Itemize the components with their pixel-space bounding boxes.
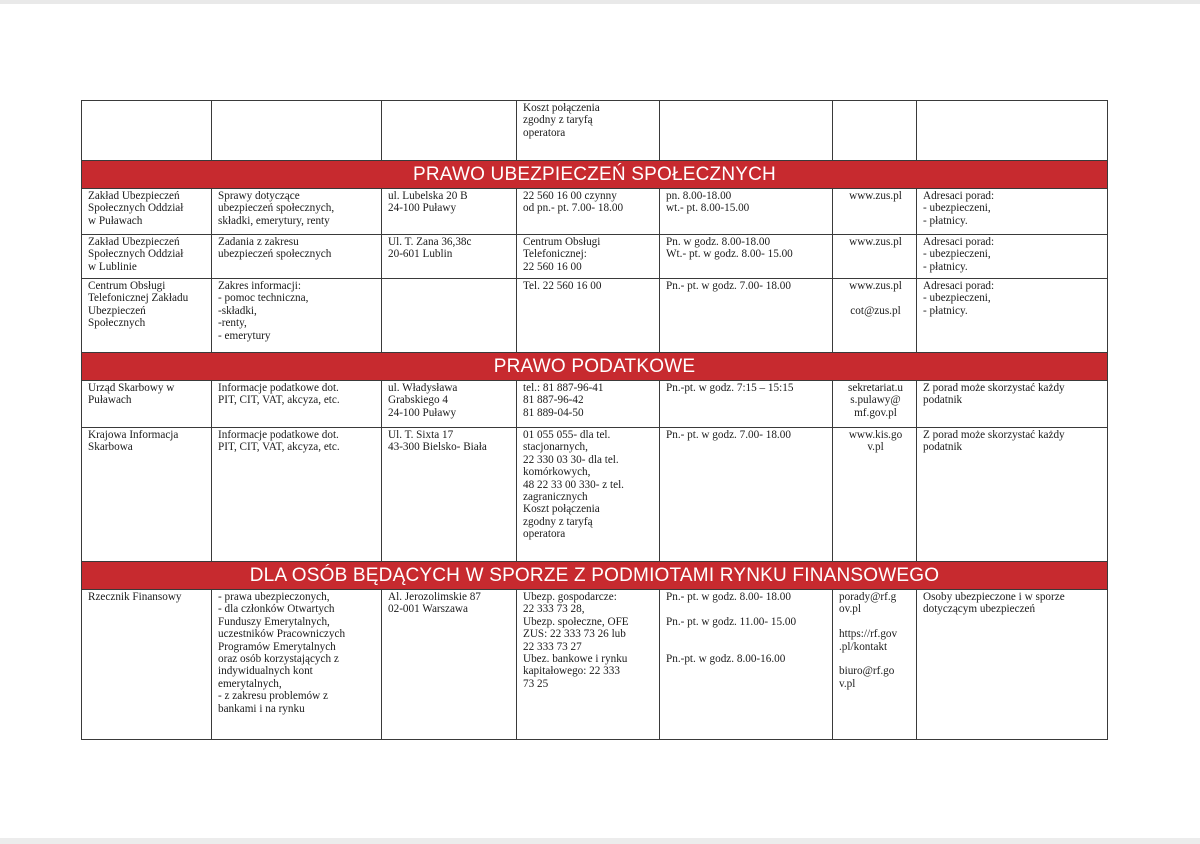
- cell-line: tel.: 81 887-96-41: [523, 382, 604, 394]
- cell-line: 81 889-04-50: [523, 406, 584, 419]
- cell-line: https://rf.gov: [839, 628, 898, 641]
- cell-scope: [212, 235, 382, 279]
- cell-line: Zakład Ubezpieczeń: [88, 236, 180, 248]
- cell-line: kapitałowego: 22 333: [523, 665, 620, 678]
- cell-line: www.zus.pl: [849, 280, 902, 292]
- cell-line: Pn.- pt. w godz. 8.00- 18.00: [666, 591, 791, 603]
- cell-line: www.zus.pl: [849, 190, 902, 202]
- cell-web: [833, 381, 917, 428]
- cell-line: 81 887-96-42: [523, 394, 584, 407]
- cell-line: Skarbowa: [88, 441, 133, 454]
- cell-line: Programów Emerytalnych: [218, 640, 336, 653]
- cell-line: oraz osób korzystających z: [218, 653, 339, 666]
- cell-institution: [82, 279, 212, 353]
- cell-line: Z porad może skorzystać każdy: [923, 429, 1065, 441]
- cell-line: mf.gov.pl: [854, 406, 897, 419]
- cell-line: stacjonarnych,: [523, 441, 588, 454]
- cell-phone: [517, 381, 660, 428]
- cell-recipients: [917, 101, 1108, 161]
- cell-line: Osoby ubezpieczone i w sporze: [923, 591, 1065, 603]
- cell-line: komórkowych,: [523, 466, 591, 479]
- cell-hours: [660, 235, 833, 279]
- cell-line: emerytalnych,: [218, 677, 282, 690]
- cell-line: ul. Władysława: [388, 382, 458, 394]
- cell-line: Ubezp. społeczne, OFE: [523, 615, 629, 628]
- cell-institution: [82, 590, 212, 740]
- cell-line: www.zus.pl: [849, 236, 902, 248]
- cell-line: Ul. T. Zana 36,38c: [388, 236, 472, 248]
- cell-line: - ubezpieczeni,: [923, 248, 991, 261]
- cell-line: [666, 628, 828, 640]
- cell-scope: [212, 381, 382, 428]
- section-title: PRAWO UBEZPIECZEŃ SPOŁECZNYCH: [82, 161, 1108, 189]
- cell-line: uczestników Pracowniczych: [218, 628, 346, 641]
- cell-line: Telefonicznej:: [523, 248, 587, 261]
- cell-line: Funduszy Emerytalnych,: [218, 615, 330, 628]
- cell-institution: [82, 101, 212, 161]
- cell-address: [382, 590, 517, 740]
- cell-line: 48 22 33 00 330- z tel.: [523, 478, 624, 491]
- cell-phone: [517, 428, 660, 562]
- cell-line: Zakres informacji:: [218, 280, 301, 292]
- cell-line: Zadania z zakresu: [218, 236, 299, 248]
- cell-recipients: [917, 590, 1108, 740]
- cell-line: Pn.- pt. w godz. 11.00- 15.00: [666, 615, 797, 628]
- cell-line: [666, 603, 828, 615]
- cell-line: -składki,: [218, 304, 257, 317]
- cell-line: w Lublinie: [88, 260, 137, 273]
- cell-line: - emerytury: [218, 329, 271, 342]
- cell-scope: [212, 101, 382, 161]
- cell-line: Urząd Skarbowy w: [88, 382, 175, 394]
- cell-scope: [212, 279, 382, 353]
- cell-scope: [212, 189, 382, 235]
- cell-hours: [660, 101, 833, 161]
- cell-line: pn. 8.00-18.00: [666, 190, 732, 202]
- cell-address: [382, 279, 517, 353]
- cell-line: - ubezpieczeni,: [923, 202, 991, 215]
- cell-line: ul. Lubelska 20 B: [388, 190, 468, 202]
- cell-address: [382, 381, 517, 428]
- table-row: [82, 235, 1108, 279]
- cell-line: .pl/kontakt: [839, 640, 888, 653]
- cell-line: - ubezpieczeni,: [923, 292, 991, 305]
- section-band: [82, 562, 1108, 590]
- cell-line: Społecznych Oddział: [88, 248, 184, 261]
- cell-line: Puławach: [88, 394, 132, 407]
- cell-phone: [517, 101, 660, 161]
- cell-line: s.pulawy@: [850, 394, 901, 407]
- cell-line: Ul. T. Sixta 17: [388, 429, 454, 441]
- cell-line: www.kis.go: [848, 429, 903, 441]
- table-row: [82, 381, 1108, 428]
- cell-line: Telefonicznej Zakładu: [88, 292, 189, 305]
- cell-line: - dla członków Otwartych: [218, 603, 335, 616]
- cell-line: Z porad może skorzystać każdy: [923, 382, 1065, 394]
- cell-line: od pn.- pt. 7.00- 18.00: [523, 202, 624, 215]
- cell-line: Al. Jerozolimskie 87: [388, 591, 481, 603]
- cell-hours: [660, 279, 833, 353]
- cell-address: [382, 189, 517, 235]
- cell-line: Ubez. bankowe i rynku: [523, 653, 628, 666]
- cell-line: - prawa ubezpieczonych,: [218, 591, 330, 603]
- cell-line: Pn.-pt. w godz. 8.00-16.00: [666, 653, 786, 666]
- cell-address: [382, 428, 517, 562]
- cell-line: Adresaci porad:: [923, 236, 995, 248]
- cell-hours: [660, 428, 833, 562]
- cell-line: bankami i na rynku: [218, 702, 305, 715]
- cell-line: Centrum Obsługi: [88, 280, 166, 292]
- cell-institution: [82, 235, 212, 279]
- table-row: [82, 428, 1108, 562]
- cell-line: - płatnicy.: [923, 304, 968, 317]
- cell-line: 22 560 16 00 czynny: [523, 190, 617, 202]
- cell-phone: [517, 235, 660, 279]
- cell-line: Informacje podatkowe dot.: [218, 382, 339, 394]
- cell-line: [839, 653, 912, 665]
- cell-line: Ubezp. gospodarcze:: [523, 591, 617, 603]
- cell-hours: [660, 590, 833, 740]
- cell-line: Adresaci porad:: [923, 280, 995, 292]
- cell-line: 22 330 03 30- dla tel.: [523, 453, 619, 466]
- cell-line: Zakład Ubezpieczeń: [88, 190, 180, 202]
- cell-line: indywidualnych kont: [218, 665, 313, 678]
- cell-institution: [82, 381, 212, 428]
- cell-line: v.pl: [839, 677, 856, 690]
- table-row: [82, 590, 1108, 740]
- cell-hours: [660, 189, 833, 235]
- cell-line: biuro@rf.go: [839, 665, 895, 678]
- advice-directory-table: [81, 100, 1108, 740]
- cell-line: podatnik: [923, 394, 963, 407]
- cell-line: 73 25: [523, 677, 549, 690]
- scan-edge-top: [0, 0, 1200, 4]
- section-band: [82, 353, 1108, 381]
- cell-scope: [212, 428, 382, 562]
- cell-line: Koszt połączenia: [523, 102, 600, 114]
- cell-line: Informacje podatkowe dot.: [218, 429, 339, 441]
- cell-line: Grabskiego 4: [388, 394, 448, 407]
- cell-scope: [212, 590, 382, 740]
- cell-web: [833, 101, 917, 161]
- cell-recipients: [917, 428, 1108, 562]
- cell-line: Krajowa Informacja: [88, 429, 179, 441]
- section-band: [82, 161, 1108, 189]
- cell-line: porady@rf.g: [839, 591, 897, 603]
- cell-line: Wt.- pt. w godz. 8.00- 15.00: [666, 248, 793, 261]
- cell-line: -renty,: [218, 317, 247, 330]
- cell-recipients: [917, 189, 1108, 235]
- cell-phone: [517, 189, 660, 235]
- cell-line: Koszt połączenia: [523, 503, 600, 516]
- cell-line: 20-601 Lublin: [388, 248, 453, 261]
- cell-line: PIT, CIT, VAT, akcyza, etc.: [218, 441, 340, 454]
- cell-line: - płatnicy.: [923, 214, 968, 227]
- cell-line: zgodny z taryfą: [523, 515, 593, 528]
- cell-line: operatora: [523, 126, 566, 139]
- cell-line: Pn.- pt. w godz. 7.00- 18.00: [666, 280, 791, 292]
- cell-line: sekretariat.u: [848, 382, 903, 394]
- cell-line: - z zakresu problemów z: [218, 690, 328, 703]
- cell-line: 22 560 16 00: [523, 260, 582, 273]
- cell-line: - płatnicy.: [923, 260, 968, 273]
- table-row: [82, 189, 1108, 235]
- section-title: DLA OSÓB BĘDĄCYCH W SPORZE Z PODMIOTAMI RYNKU FINANSOWEGO: [82, 562, 1108, 590]
- cell-recipients: [917, 279, 1108, 353]
- table-row: [82, 279, 1108, 353]
- cell-line: [839, 292, 912, 304]
- cell-address: [382, 101, 517, 161]
- cell-line: Pn.-pt. w godz. 7:15 – 15:15: [666, 382, 794, 394]
- cell-line: PIT, CIT, VAT, akcyza, etc.: [218, 394, 340, 407]
- cell-line: v.pl: [867, 441, 884, 454]
- cell-line: Pn.- pt. w godz. 7.00- 18.00: [666, 429, 791, 441]
- cell-hours: [660, 381, 833, 428]
- cell-line: składki, emerytury, renty: [218, 214, 330, 227]
- cell-line: Tel. 22 560 16 00: [523, 280, 602, 292]
- cell-line: Sprawy dotyczące: [218, 190, 300, 202]
- cell-recipients: [917, 235, 1108, 279]
- scan-edge-bottom: [0, 838, 1200, 844]
- cell-address: [382, 235, 517, 279]
- cell-line: 02-001 Warszawa: [388, 603, 468, 616]
- cell-line: cot@zus.pl: [850, 304, 901, 317]
- cell-line: Społecznych: [88, 317, 146, 330]
- cell-line: [839, 616, 912, 628]
- cell-institution: [82, 428, 212, 562]
- cell-web: [833, 189, 917, 235]
- cell-line: Pn. w godz. 8.00-18.00: [666, 236, 771, 248]
- cell-line: zgodny z taryfą: [523, 114, 593, 127]
- cell-phone: [517, 279, 660, 353]
- section-title: PRAWO PODATKOWE: [82, 353, 1108, 381]
- cell-web: [833, 235, 917, 279]
- cell-line: Centrum Obsługi: [523, 236, 601, 248]
- cell-line: Rzecznik Finansowy: [88, 591, 182, 603]
- cell-line: ubezpieczeń społecznych,: [218, 202, 335, 215]
- cell-line: [666, 641, 828, 653]
- cell-line: w Puławach: [88, 214, 143, 227]
- cell-line: dotyczącym ubezpieczeń: [923, 603, 1036, 616]
- cell-line: ov.pl: [839, 603, 861, 616]
- cell-line: 22 333 73 28,: [523, 603, 585, 616]
- cell-line: Adresaci porad:: [923, 190, 995, 202]
- cell-web: [833, 428, 917, 562]
- cell-phone: [517, 590, 660, 740]
- cell-line: podatnik: [923, 441, 963, 454]
- cell-line: Społecznych Oddział: [88, 202, 184, 215]
- cell-web: [833, 590, 917, 740]
- cell-line: - pomoc techniczna,: [218, 292, 309, 305]
- cell-line: zagranicznych: [523, 491, 588, 504]
- cell-line: 43-300 Bielsko- Biała: [388, 441, 487, 454]
- cell-institution: [82, 189, 212, 235]
- cell-line: ubezpieczeń społecznych: [218, 248, 332, 261]
- table-row: [82, 101, 1108, 161]
- cell-line: 24-100 Puławy: [388, 406, 457, 419]
- cell-line: Ubezpieczeń: [88, 304, 146, 317]
- cell-line: 22 333 73 27: [523, 640, 582, 653]
- cell-line: wt.- pt. 8.00-15.00: [666, 202, 750, 215]
- cell-web: [833, 279, 917, 353]
- cell-line: 24-100 Puławy: [388, 202, 457, 215]
- cell-line: 01 055 055- dla tel.: [523, 429, 611, 441]
- cell-recipients: [917, 381, 1108, 428]
- cell-line: ZUS: 22 333 73 26 lub: [523, 628, 626, 641]
- cell-line: operatora: [523, 528, 566, 541]
